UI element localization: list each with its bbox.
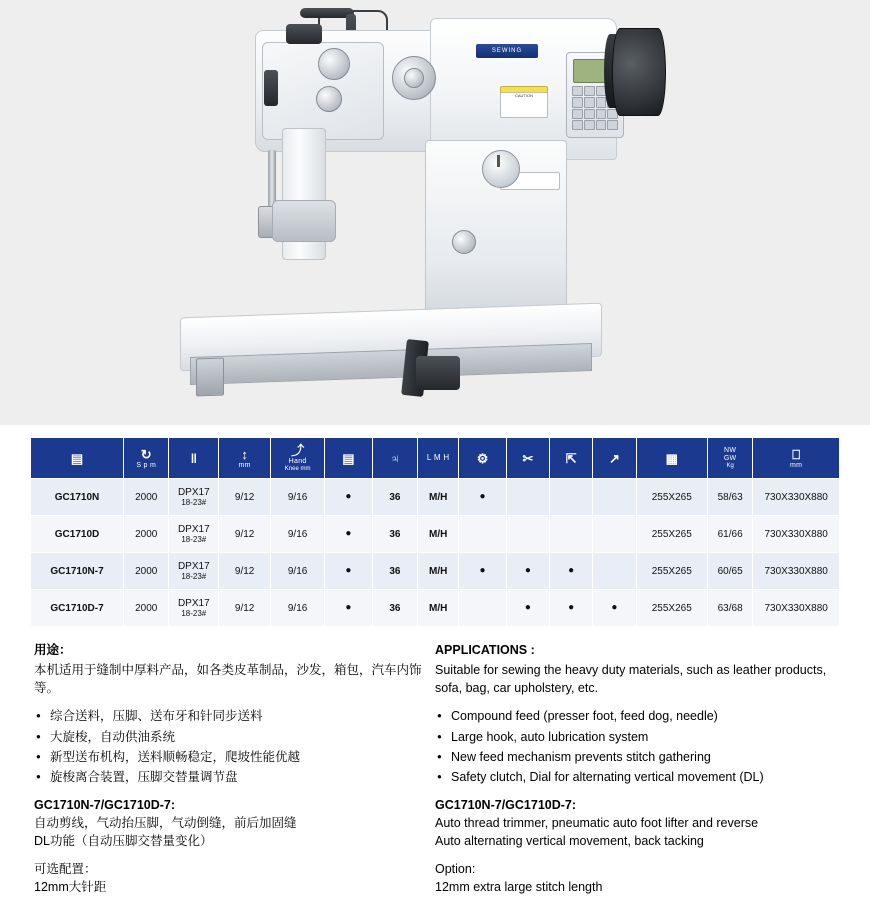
cell-motor: ●: [459, 479, 507, 516]
cell-trimmer: ●: [506, 553, 549, 590]
specification-table: [30, 437, 840, 627]
cell-lift: 9/16: [271, 590, 325, 627]
english-model-line: Auto alternating vertical movement, back tacking: [435, 834, 704, 849]
cell-weight: 61/66: [707, 516, 752, 553]
list-item: ● Large hook, auto lubrication system: [435, 728, 830, 746]
cell-reverse: [593, 479, 636, 516]
reverse-stitch-icon: ↗: [608, 450, 620, 466]
cell-motor: ●: [459, 553, 507, 590]
cell-lift: 9/16: [271, 516, 325, 553]
col-header-presser-foot-lift: ⤴ Hand Knee mm: [271, 438, 325, 479]
carton-icon: ⎕: [792, 446, 801, 462]
chinese-option-text: 12mm大针距: [34, 880, 107, 895]
list-item: ● 旋梭离合装置，压脚交替量调节盘: [34, 768, 425, 786]
col-header-auto-foot-lifter: [550, 438, 593, 479]
english-column: [435, 641, 840, 897]
cell-lifter: [550, 516, 593, 553]
bobbin-winder-hub: [404, 68, 424, 88]
handwheel[interactable]: [612, 28, 666, 116]
usage-heading: 用途：: [34, 643, 72, 657]
table-row: [31, 516, 840, 553]
description-section: [30, 641, 840, 897]
cell-needle: DPX17 18-23#: [169, 590, 219, 627]
cell-reverse: ●: [593, 590, 636, 627]
cell-hook: 36: [372, 590, 417, 627]
cell-lubrication: M/H: [418, 553, 459, 590]
sewing-machine-icon: ▤: [70, 450, 84, 466]
cell-feed: ●: [325, 590, 373, 627]
col-header-stitch-length: ↕ mm: [219, 438, 271, 479]
list-item: ● 综合送料，压脚、送布牙和针同步送料: [34, 707, 425, 725]
cell-motor: [459, 590, 507, 627]
cell-stitch: 9/12: [219, 479, 271, 516]
cell-lubrication: M/H: [418, 479, 459, 516]
list-item: ● New feed mechanism prevents stitch gathering: [435, 748, 830, 766]
applications-heading: APPLICATIONS :: [435, 643, 535, 657]
cell-model: GC1710D: [31, 516, 124, 553]
cell-needle: DPX17 18-23#: [169, 516, 219, 553]
list-item: ● 新型送布机构，送料顺畅稳定，爬坡性能优越: [34, 748, 425, 766]
cell-table-size: 255X265: [636, 516, 707, 553]
hook-icon: ♃: [390, 450, 400, 466]
cell-speed: 2000: [124, 553, 169, 590]
cell-weight: 58/63: [707, 479, 752, 516]
list-item: ● Compound feed (presser foot, feed dog, needle): [435, 707, 830, 725]
list-item: ● 大旋梭，自动供油系统: [34, 728, 425, 746]
cell-stitch: 9/12: [219, 516, 271, 553]
english-model-line: Auto thread trimmer, pneumatic auto foot lifter and reverse: [435, 816, 759, 830]
applications-text: Suitable for sewing the heavy duty materials, such as leather products, sofa, bag, car upholstery, etc.: [435, 663, 827, 696]
chinese-model-line: DL功能（自动压脚交替量变化）: [34, 834, 213, 849]
col-header-needle: [169, 438, 219, 479]
cell-lubrication: M/H: [418, 516, 459, 553]
auto-foot-lifter-icon: ⇱: [565, 450, 577, 466]
caution-label: CAUTION: [500, 92, 548, 118]
cell-speed: 2000: [124, 479, 169, 516]
cell-stitch: 9/12: [219, 590, 271, 627]
cell-model: GC1710D-7: [31, 590, 124, 627]
cell-table-size: 255X265: [636, 479, 707, 516]
cell-hook: 36: [372, 553, 417, 590]
col-header-reverse-stitch: [593, 438, 636, 479]
sewing-machine-illustration: [0, 0, 870, 425]
col-header-weight: NW GW Kg: [707, 438, 752, 479]
chinese-model-line: 自动剪线，气动抬压脚，气动倒缝，前后加固缝: [34, 816, 297, 830]
chinese-feature-list: [34, 707, 425, 786]
brand-plate: SEWING: [476, 44, 538, 58]
cell-reverse: [593, 516, 636, 553]
bed-bracket: [196, 358, 224, 397]
table-header-row: [31, 438, 840, 479]
col-header-feed: [325, 438, 373, 479]
needle-icon: ‖: [190, 450, 198, 466]
tension-disc-upper: [318, 48, 350, 80]
cell-feed: ●: [325, 553, 373, 590]
cell-carton: 730X330X880: [753, 479, 840, 516]
cell-weight: 63/68: [707, 590, 752, 627]
cell-speed: 2000: [124, 590, 169, 627]
cell-model: GC1710N-7: [31, 553, 124, 590]
cell-lifter: [550, 479, 593, 516]
english-option-heading: Option:: [435, 862, 476, 877]
cell-trimmer: ●: [506, 590, 549, 627]
cell-hook: 36: [372, 516, 417, 553]
cell-weight: 60/65: [707, 553, 752, 590]
col-header-model: [31, 438, 124, 479]
col-header-hook: [372, 438, 417, 479]
cell-hook: 36: [372, 479, 417, 516]
cell-feed: ●: [325, 516, 373, 553]
chinese-option-heading: 可选配置：: [34, 862, 97, 877]
table-row: [31, 479, 840, 516]
table-size-icon: ▦: [665, 450, 678, 466]
rotation-icon: ↻: [140, 446, 152, 462]
cell-lift: 9/16: [271, 479, 325, 516]
cell-carton: 730X330X880: [753, 516, 840, 553]
col-header-thread-trimmer: [506, 438, 549, 479]
cell-lubrication: M/H: [418, 590, 459, 627]
face-plate-rod: [264, 70, 278, 106]
product-image-panel: [0, 0, 870, 425]
stitch-length-icon: ↕: [241, 446, 248, 462]
cell-motor: [459, 516, 507, 553]
col-header-speed: ↻ S p m: [124, 438, 169, 479]
tension-disc-lower: [316, 86, 342, 112]
chinese-model-heading: GC1710N-7/GC1710D-7:: [34, 797, 176, 812]
presser-lift-icon: ⤴: [291, 443, 305, 458]
cell-table-size: 255X265: [636, 553, 707, 590]
cell-reverse: [593, 553, 636, 590]
cell-needle: DPX17 18-23#: [169, 479, 219, 516]
cell-lift: 9/16: [271, 553, 325, 590]
cell-stitch: 9/12: [219, 553, 271, 590]
cell-carton: 730X330X880: [753, 590, 840, 627]
chinese-column: [30, 641, 435, 897]
cell-needle: DPX17 18-23#: [169, 553, 219, 590]
english-option-text: 12mm extra large stitch length: [435, 880, 603, 895]
cell-lifter: ●: [550, 553, 593, 590]
post-bed-head: [272, 200, 336, 242]
table-row: [31, 553, 840, 590]
column-screw: [452, 230, 476, 254]
stitch-length-dial[interactable]: [482, 150, 520, 188]
english-model-heading: GC1710N-7/GC1710D-7:: [435, 797, 577, 812]
feed-dog-icon: ▤: [342, 450, 355, 466]
col-header-carton-size: ⎕ mm: [753, 438, 840, 479]
cell-speed: 2000: [124, 516, 169, 553]
scissors-icon: ✂: [522, 450, 534, 466]
cell-table-size: 255X265: [636, 590, 707, 627]
list-item: ● Safety clutch, Dial for alternating vertical movement (DL): [435, 768, 830, 786]
thread-tension-block: [286, 24, 322, 44]
cell-lifter: ●: [550, 590, 593, 627]
cell-model: GC1710N: [31, 479, 124, 516]
cell-trimmer: [506, 479, 549, 516]
cell-carton: 730X330X880: [753, 553, 840, 590]
col-header-motor: [459, 438, 507, 479]
motor-icon: ⚙: [476, 450, 489, 466]
specification-table-wrap: [30, 437, 840, 627]
col-header-lubrication: L M H: [418, 438, 459, 479]
usage-text: 本机适用于缝制中厚料产品，如各类皮革制品，沙发，箱包，汽车内饰等。: [34, 663, 422, 696]
col-header-table-size: [636, 438, 707, 479]
table-row: [31, 590, 840, 627]
english-feature-list: [435, 707, 830, 786]
cell-feed: ●: [325, 479, 373, 516]
solenoid-unit: [416, 356, 460, 390]
cell-trimmer: [506, 516, 549, 553]
